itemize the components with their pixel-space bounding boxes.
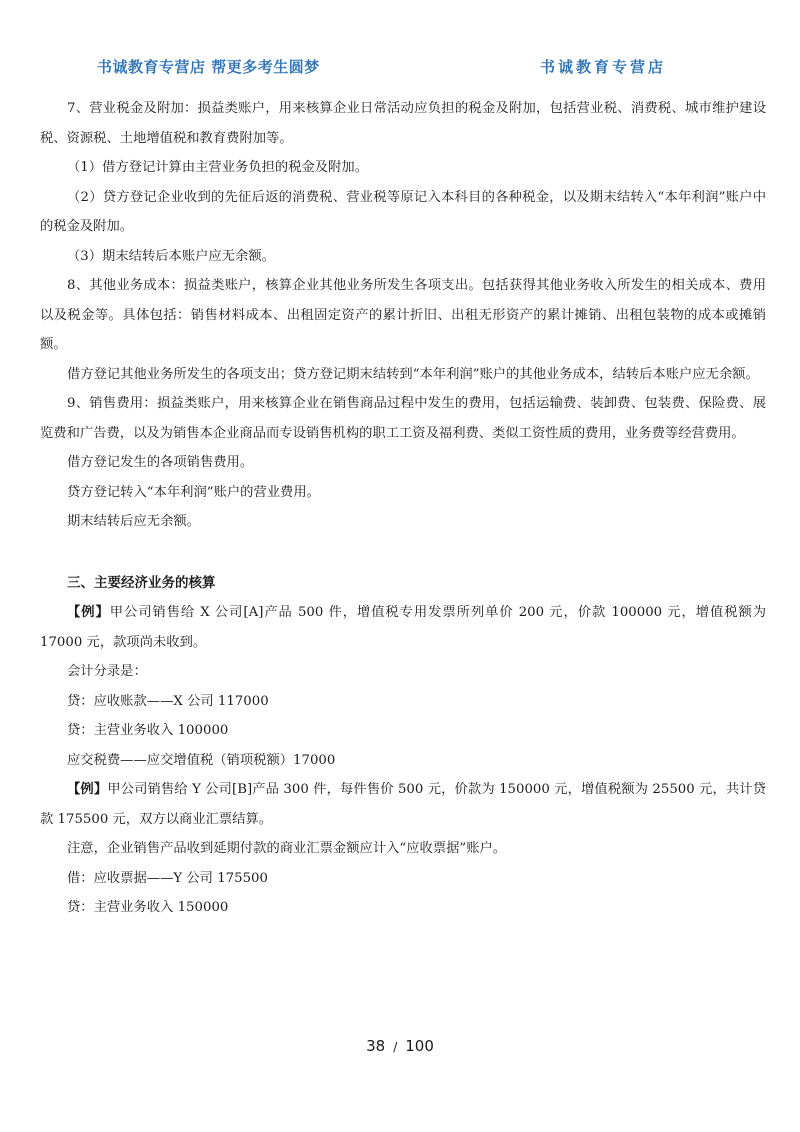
example-2-note: 注意，企业销售产品收到延期付款的商业汇票金额应计入“应收票据”账户。	[67, 841, 507, 856]
page-separator: /	[393, 1040, 398, 1054]
header-right-text: 书诚教育专营店	[540, 58, 667, 76]
paragraph-9-2: 贷方登记转入“本年利润”账户的营业费用。	[67, 484, 320, 500]
page-current: 38	[366, 1037, 386, 1055]
example-1-tag: 【例】	[67, 605, 110, 620]
example-1-entry-1: 贷：应收账款——X 公司 117000	[67, 693, 269, 709]
example-1-text: 甲公司销售给 X 公司[A]产品 500 件，增值税专用发票所列单价 200 元，价款 100000 元，增值税额为 17000 元，款项尚未收到。	[40, 605, 767, 650]
paragraph-9-1: 借方登记发生的各项销售费用。	[67, 455, 254, 470]
example-2-text: 甲公司销售给 Y 公司[B]产品 300 件，每件售价 500 元，价款为 150000 元，增值税额为 25500 元，共计贷款 175500 元，双方以商业汇票结算。	[40, 782, 767, 827]
example-1	[40, 598, 766, 657]
paragraph-7-3: （3）期末结转后本账户应无余额。	[67, 248, 275, 264]
paragraph-9-3: 期末结转后应无余额。	[67, 514, 200, 529]
example-1-entry-3: 应交税费——应交增值税（销项税额）17000	[67, 752, 336, 768]
example-2	[40, 775, 766, 834]
paragraph-7-1: （1）借方登记计算由主营业务负担的税金及附加。	[67, 160, 368, 175]
example-1-entry-2: 贷：主营业务收入 100000	[67, 723, 229, 738]
example-2-tag: 【例】	[67, 782, 108, 797]
section-heading: 三、主要经济业务的核算	[67, 574, 216, 591]
example-1-intro: 会计分录是：	[67, 664, 147, 679]
page-total: 100	[405, 1037, 434, 1055]
paragraph-9: 9、销售费用：损益类账户，用来核算企业在销售商品过程中发生的费用，包括运输费、装卸费、包装费、保险费、展览费和广告费，以及为销售本企业商品而专设销售机构的职工工资及福利费、类似工资性质的费用，业务费等经营费用。	[40, 396, 766, 441]
header-left-text: 书诚教育专营店 帮更多考生圆梦	[97, 58, 320, 76]
page-number	[0, 1037, 800, 1055]
page-content	[40, 94, 766, 923]
paragraph-7-2: （2）贷方登记企业收到的先征后返的消费税、营业税等原记入本科目的各种税金，以及期末结转入“本年利润”账户中的税金及附加。	[40, 189, 766, 234]
page-header	[0, 56, 800, 86]
example-2-entry-2: 贷：主营业务收入 150000	[67, 900, 229, 915]
paragraph-8: 8、其他业务成本：损益类账户，核算企业其他业务所发生各项支出。包括获得其他业务收入所发生的相关成本、费用以及税金等。具体包括：销售材料成本、出租固定资产的累计折旧、出租无形资产的累计摊销、出租包装物的成本或摊销额。	[40, 278, 766, 352]
example-2-entry-1: 借：应收票据——Y 公司 175500	[67, 870, 268, 886]
paragraph-7: 7、营业税金及附加：损益类账户，用来核算企业日常活动应负担的税金及附加，包括营业税、消费税、城市维护建设税、资源税、土地增值税和教育费附加等。	[40, 101, 766, 146]
section-gap	[40, 537, 766, 569]
paragraph-8-1: 借方登记其他业务所发生的各项支出；贷方登记期末结转到“本年利润”账户的其他业务成本，结转后本账户应无余额。	[67, 366, 759, 382]
